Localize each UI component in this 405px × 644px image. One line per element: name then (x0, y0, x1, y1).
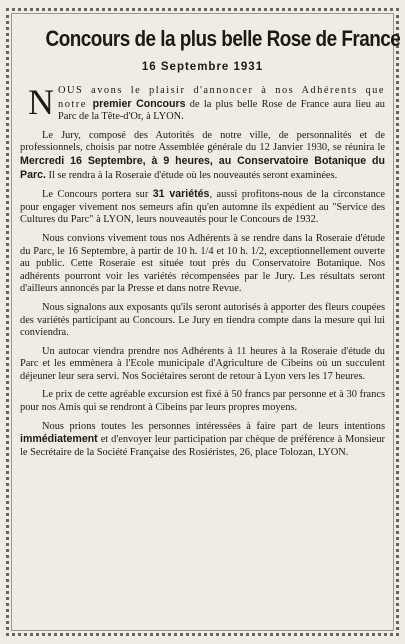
paragraph-bold: Mercredi 16 Septembre, à 9 heures, au Conservatoire Botanique du Parc. (20, 154, 385, 181)
paragraph-text: Nous prions toutes les personnes intéressées à faire part de leurs intentions (42, 420, 385, 432)
paragraph-exhibitors: Nous signalons aux exposants qu'ils seront autorisés à apporter des fleurs coupées des variétés participant au Concours. Le Jury en tiendra compte dans la mesure qui lui conviendra. (20, 301, 385, 339)
paragraph-text: Il se rendra à la Roseraie d'étude où les nouveautés seront examinées. (45, 169, 338, 181)
paragraph-bold: immédiatement (20, 433, 98, 446)
event-date: 16 Septembre 1931 (141, 61, 264, 73)
paragraph-text: Le Jury, composé des Autorités de notre ville, de personnalités et de professionnels, choisis par notre Assemblée générale du 12 Janvier 1930, se réunira le (20, 129, 385, 154)
drop-cap: N (28, 82, 54, 122)
paragraph-text: de la plus belle Rose de France aura lieu au Parc de la Tête-d'Or, à LYON. (58, 98, 385, 123)
document-content (20, 22, 401, 628)
paragraph-registration (20, 421, 385, 460)
paragraph-autocar: Un autocar viendra prendre nos Adhérents à 11 heures à la Roseraie d'étude du Parc et les emmènera à l'Ecole municipale d'Agriculture de Cibeins où un succulent déjeuner leur sera servi. Nos Sociétaires seront de retour à Lyon vers les 17 heures. (20, 345, 385, 382)
paragraph-jury (20, 130, 385, 182)
paragraph-bold: 31 variétés (152, 188, 210, 201)
paragraph-varieties (20, 188, 385, 227)
paragraph-bold: premier Concours (92, 97, 186, 110)
paragraph-text: OUS avons le plaisir d'annoncer à nos Adhérents que notre (58, 85, 385, 110)
paragraph-visit: Nous convions vivement tous nos Adhérents à se rendre dans la Roseraie d'étude du Parc, le 16 Septembre, à partir de 10 h. 1/4 et 10 h. 1/2, exceptionnellement ouverte au public. Cette Roseraie est située tout près du Conservatoire Botanique. Nos adhérents pourront voir les variétés récompensées par le Jury. Les résultats seront d'ailleurs annoncés par la Presse et dans notre Revue. (20, 232, 385, 295)
paragraph-announcement (20, 82, 385, 124)
paragraph-text: , aussi profitons-nous de la circonstance pour engager vivement nos semeurs afin qu'en automne ils expédient au "Service des Cultures du Parc" à LYON, leurs nouveautés pour le Concours de 1932. (20, 189, 385, 226)
paragraph-text: et d'envoyer leur participation par chèque de préférence à Monsieur le Secrétaire de la Société Française des Rosiéristes, 26, place Tolozan, LYON. (20, 434, 385, 458)
paragraph-price: Le prix de cette agréable excursion est fixé à 50 francs par personne et à 30 francs pour nos Amis qui se rendront à Cibeins par leurs propres moyens. (20, 389, 385, 414)
page-title: Concours de la plus belle Rose de France (45, 26, 401, 51)
paragraph-text: Le Concours portera sur (42, 189, 153, 201)
